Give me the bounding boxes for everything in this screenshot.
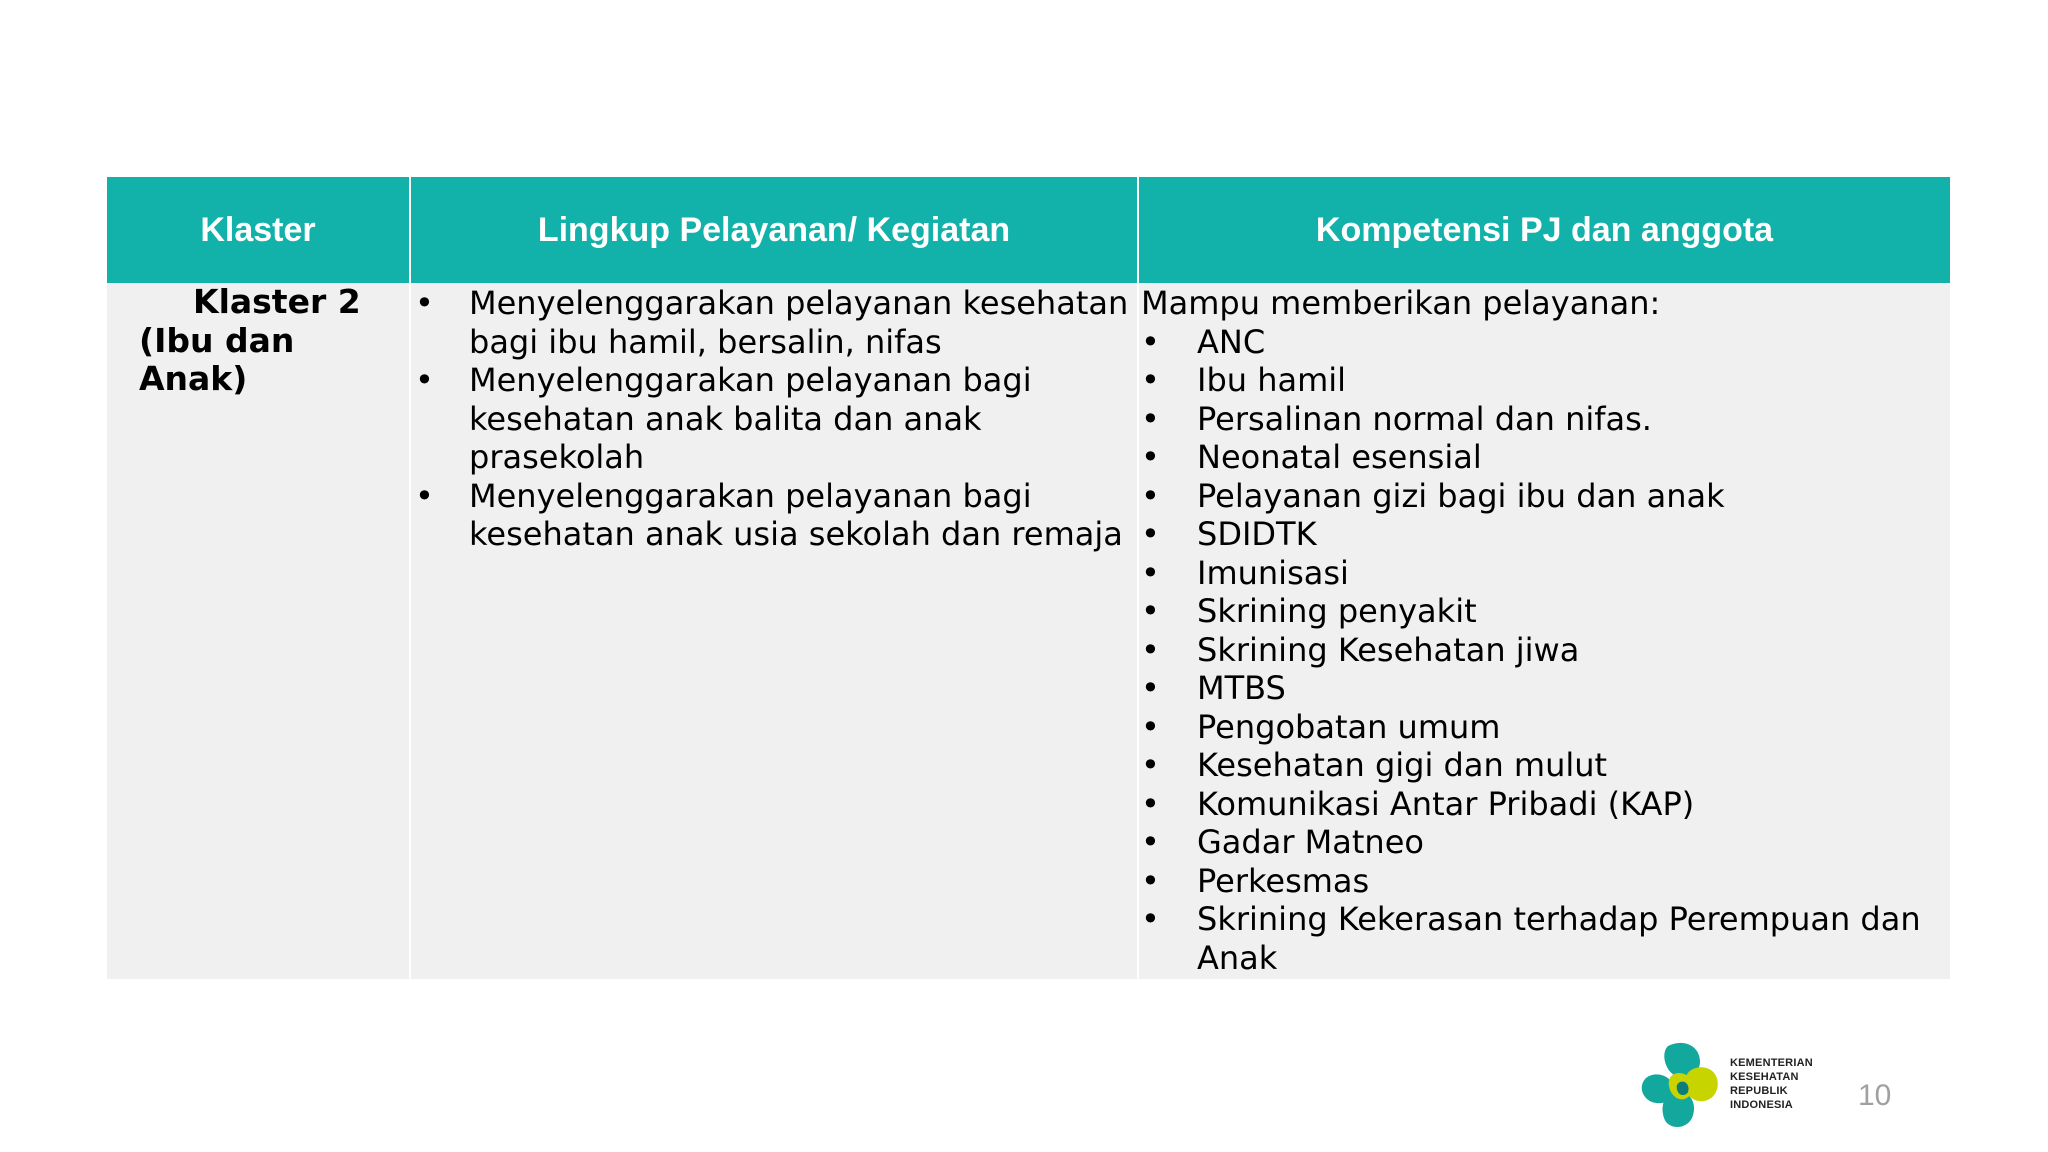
bullet-icon: • bbox=[1141, 707, 1160, 746]
competence-intro: Mampu memberikan pelayanan: bbox=[1141, 284, 1661, 322]
competence-text: Persalinan normal dan nifas. bbox=[1197, 399, 1652, 438]
list-item bbox=[1139, 708, 1950, 747]
bullet-icon: • bbox=[1141, 322, 1160, 361]
competence-text: Skrining penyakit bbox=[1197, 592, 1477, 630]
service-text: Menyelenggarakan pelayanan bagi kesehatan anak usia sekolah dan remaja bbox=[469, 476, 1123, 553]
bullet-icon: • bbox=[1141, 592, 1160, 630]
service-text: Menyelenggarakan pelayanan bagi kesehatan anak balita dan anak prasekolah bbox=[469, 361, 1032, 476]
bullet-icon: • bbox=[415, 284, 434, 322]
competence-cell bbox=[1137, 283, 1950, 979]
competence-text: MTBS bbox=[1197, 669, 1286, 707]
list-item bbox=[1139, 669, 1950, 708]
bullet-icon: • bbox=[1141, 669, 1160, 707]
list-item bbox=[1139, 438, 1950, 477]
health-ministry-emblem-icon bbox=[1640, 1040, 1724, 1130]
list-item bbox=[411, 284, 1151, 361]
bullet-icon: • bbox=[1141, 630, 1160, 669]
bullet-icon: • bbox=[415, 476, 434, 515]
service-scope-cell bbox=[409, 283, 1137, 979]
list-item bbox=[1139, 592, 1950, 631]
service-text: Menyelenggarakan pelayanan kesehatan bagi ibu hamil, bersalin, nifas bbox=[469, 284, 1129, 361]
logo-line: INDONESIA bbox=[1730, 1099, 1793, 1111]
bullet-icon: • bbox=[1141, 438, 1160, 476]
list-item bbox=[1139, 785, 1950, 824]
bullet-icon: • bbox=[1141, 823, 1160, 861]
competence-text: SDIDTK bbox=[1197, 515, 1317, 553]
list-item bbox=[1139, 862, 1950, 901]
list-item bbox=[1139, 515, 1950, 554]
bullet-icon: • bbox=[1141, 361, 1160, 399]
logo-line: KESEHATAN bbox=[1730, 1071, 1799, 1083]
header-cluster: Klaster bbox=[107, 177, 409, 283]
bullet-icon: • bbox=[1141, 476, 1160, 515]
competence-text: ANC bbox=[1197, 322, 1266, 361]
competence-text: Ibu hamil bbox=[1197, 361, 1347, 399]
cluster-name: Klaster 2 (Ibu dan Anak) bbox=[139, 282, 361, 398]
competence-text: Skrining Kekerasan terhadap Perempuan dan Anak bbox=[1197, 900, 1921, 977]
bullet-icon: • bbox=[1141, 861, 1160, 900]
competence-text: Imunisasi bbox=[1197, 553, 1349, 592]
bullet-icon: • bbox=[1141, 784, 1160, 823]
list-item bbox=[1139, 823, 1950, 862]
bullet-icon: • bbox=[1141, 399, 1160, 438]
competence-text: Pelayanan gizi bagi ibu dan anak bbox=[1197, 476, 1725, 515]
list-item bbox=[1139, 746, 1950, 785]
competence-text: Komunikasi Antar Pribadi (KAP) bbox=[1197, 784, 1695, 823]
bullet-icon: • bbox=[1141, 515, 1160, 553]
logo-line: KEMENTERIAN bbox=[1730, 1057, 1813, 1069]
competence-text: Gadar Matneo bbox=[1197, 823, 1424, 861]
list-item bbox=[1139, 900, 1950, 977]
bullet-icon: • bbox=[1141, 746, 1160, 784]
competence-text: Pengobatan umum bbox=[1197, 707, 1501, 746]
ministry-logo bbox=[1640, 1040, 1820, 1130]
list-item bbox=[1139, 361, 1950, 400]
service-list bbox=[411, 284, 1137, 554]
list-item bbox=[1139, 554, 1950, 593]
competence-text: Skrining Kesehatan jiwa bbox=[1197, 630, 1580, 669]
list-item bbox=[1139, 323, 1950, 362]
list-item bbox=[1139, 400, 1950, 439]
cluster-cell bbox=[107, 283, 409, 979]
list-item bbox=[1139, 477, 1950, 516]
header-service-scope: Lingkup Pelayanan/ Kegiatan bbox=[409, 177, 1137, 283]
cluster-table bbox=[107, 177, 1950, 979]
bullet-icon: • bbox=[1141, 553, 1160, 592]
logo-wordmark bbox=[1730, 1056, 1813, 1112]
page-number: 10 bbox=[1858, 1079, 1892, 1112]
bullet-icon: • bbox=[1141, 900, 1160, 938]
list-item bbox=[1139, 631, 1950, 670]
competence-text: Perkesmas bbox=[1197, 861, 1370, 900]
header-competence: Kompetensi PJ dan anggota bbox=[1137, 177, 1950, 283]
list-item bbox=[411, 477, 1151, 554]
competence-list bbox=[1139, 323, 1950, 978]
list-item bbox=[411, 361, 1151, 477]
bullet-icon: • bbox=[415, 361, 434, 399]
competence-text: Kesehatan gigi dan mulut bbox=[1197, 746, 1608, 784]
competence-text: Neonatal esensial bbox=[1197, 438, 1482, 476]
logo-line: REPUBLIK bbox=[1730, 1085, 1788, 1097]
